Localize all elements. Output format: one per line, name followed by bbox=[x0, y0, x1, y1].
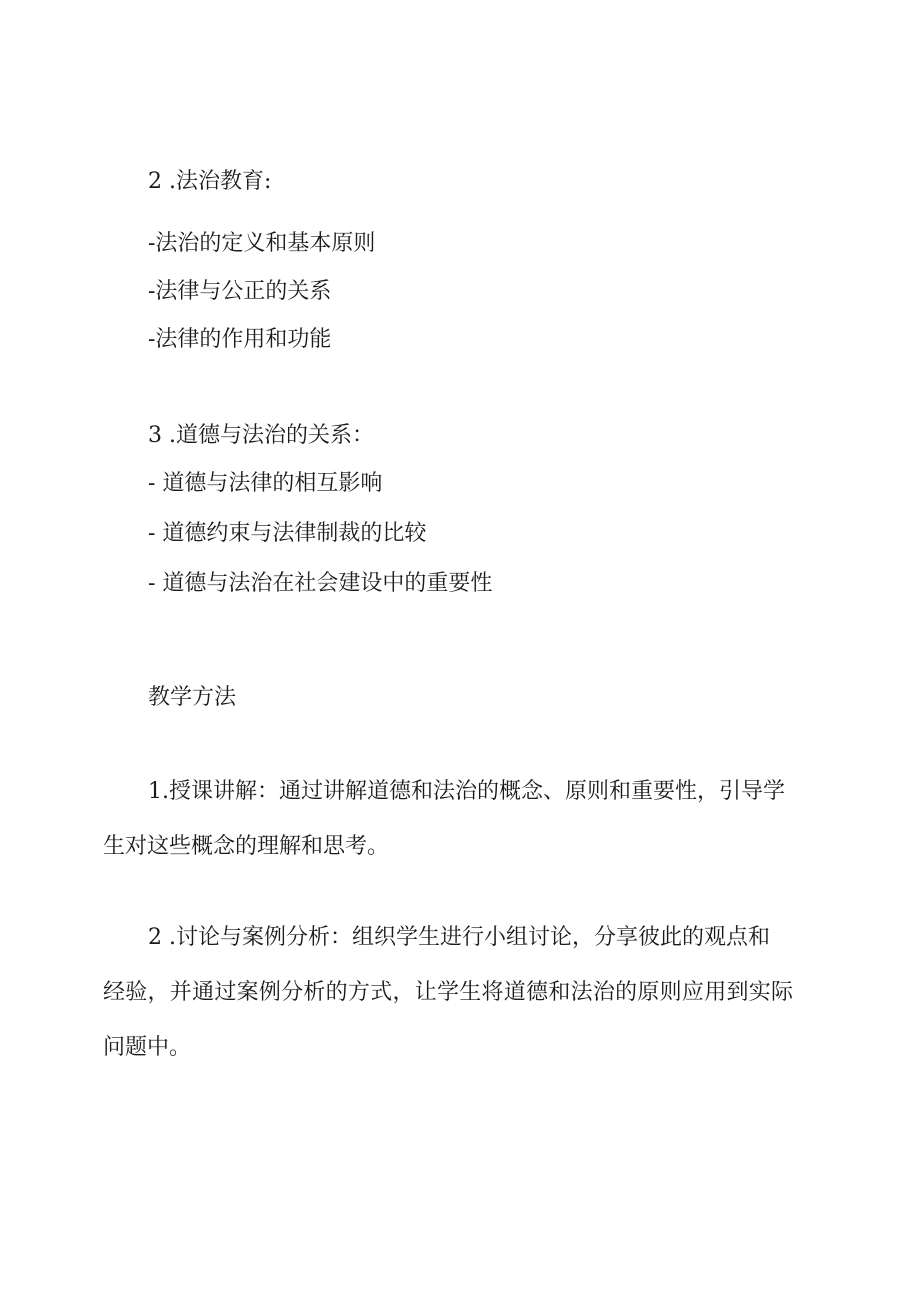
method-paragraph-1-line1: 1.授课讲解：通过讲解道德和法治的概念、原则和重要性，引导学 bbox=[148, 779, 785, 804]
method-paragraph-2 bbox=[103, 910, 793, 1075]
method-paragraph-1-rest: 生对这些概念的理解和思考。 bbox=[103, 834, 390, 859]
section3-item-2: - 道德约束与法律制裁的比较 bbox=[148, 521, 427, 546]
section3-item-1: - 道德与法律的相互影响 bbox=[148, 471, 383, 496]
methods-title: 教学方法 bbox=[148, 685, 237, 710]
section2-item-2: -法律与公正的关系 bbox=[148, 279, 332, 304]
section3-item-3: - 道德与法治在社会建设中的重要性 bbox=[148, 571, 493, 596]
method-paragraph-2-line1: 2 .讨论与案例分析：组织学生进行小组讨论，分享彼此的观点和 bbox=[148, 925, 770, 950]
section2-item-1: -法治的定义和基本原则 bbox=[148, 231, 376, 256]
section2-item-3: -法律的作用和功能 bbox=[148, 327, 332, 352]
section2-heading: 2 .法治教育: bbox=[148, 169, 272, 194]
method-paragraph-2-rest: 经验，并通过案例分析的方式，让学生将道德和法治的原则应用到实际问题中。 bbox=[103, 980, 793, 1060]
method-paragraph-1 bbox=[103, 764, 793, 874]
section3-heading: 3 .道德与法治的关系： bbox=[148, 423, 374, 448]
